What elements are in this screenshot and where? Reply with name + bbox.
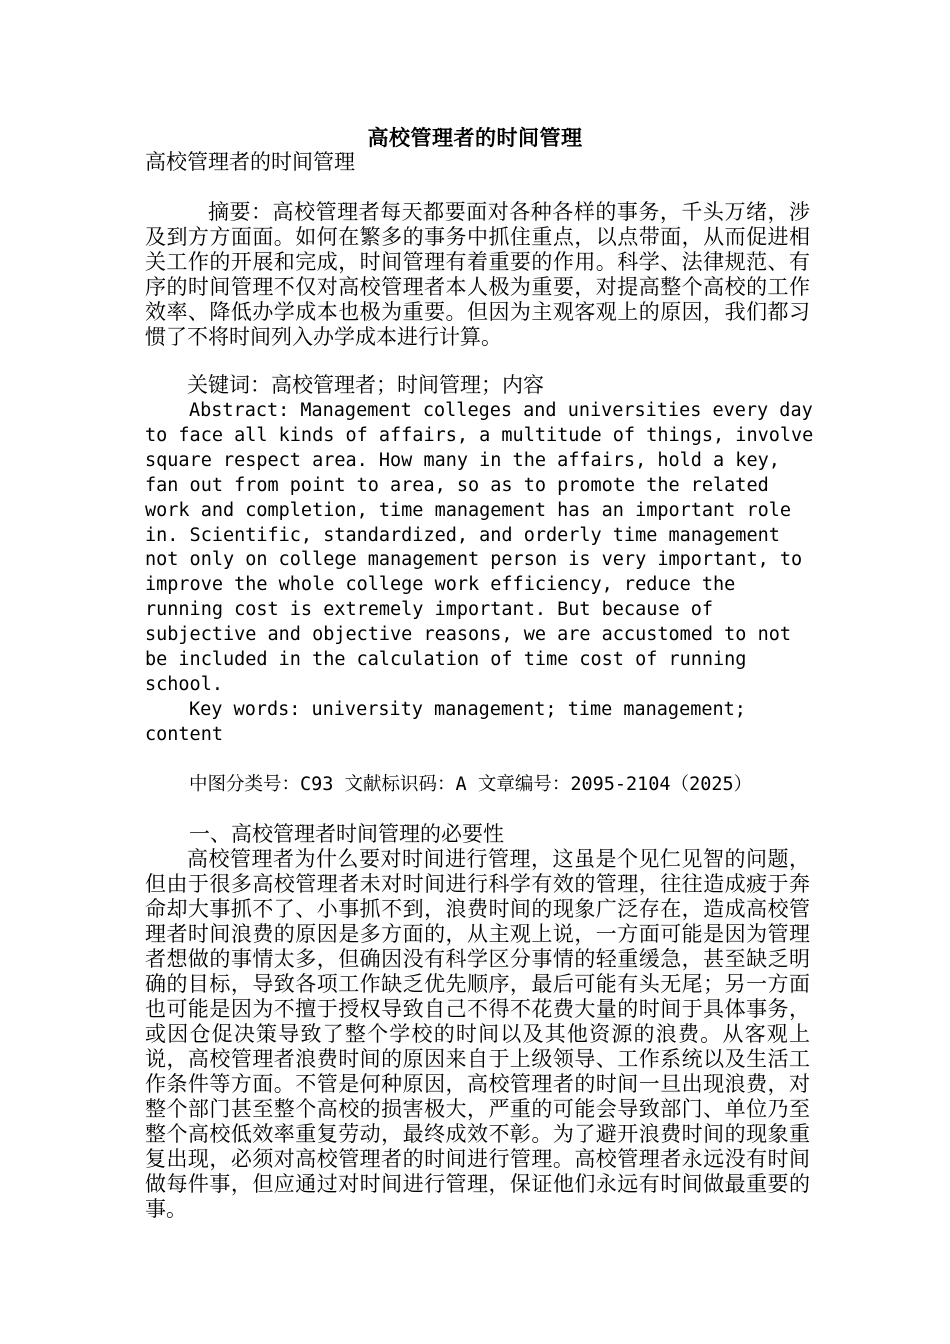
- abstract-chinese: 摘要：高校管理者每天都要面对各种各样的事务，千头万绪，涉及到方方面面。如何在繁多的事务中抓住重点，以点带面，从而促进相关工作的开展和完成，时间管理有着重要的作用。科学、法律规范、有序的时间管理不仅对高校管理者本人极为重要，对提高整个高校的工作效率、降低办学成本也极为重要。但因为主观客观上的原因，我们都习惯了不将时间列入办学成本进行计算。: [145, 200, 810, 349]
- abstract-english: Abstract: Management colleges and universities every day to face all kinds of affairs, a multitude of things, involve square respect area. How many in the affairs, hold a key, fan out from point to area, so as to promote the related work and completion, time management has an important role in. Scientific, standardized, and orderly time management not only on college management person is very important, to improve the whole college work efficiency, reduce the running cost is extremely important. But because of subjective and objective reasons, we are accustomed to not be included in the calculation of time cost of running school.: [145, 400, 825, 695]
- document-title: 高校管理者的时间管理: [367, 125, 583, 150]
- section-heading: 一、高校管理者时间管理的必要性: [189, 822, 504, 846]
- classification-line: 中图分类号：C93 文献标识码：A 文章编号：2095-2104（2025）: [189, 774, 753, 795]
- document-subtitle: 高校管理者的时间管理: [145, 150, 355, 174]
- keywords-chinese: 关键词：高校管理者；时间管理；内容: [187, 373, 544, 397]
- body-paragraph: 高校管理者为什么要对时间进行管理，这虽是个见仁见智的问题，但由于很多高校管理者未对时间进行科学有效的管理，往往造成疲于奔命却大事抓不了、小事抓不到，浪费时间的现象广泛存在，造成高校管理者时间浪费的原因是多方面的，从主观上说，一方面可能是因为管理者想做的事情太多，但确因没有科学区分事情的轻重缓急，甚至缺乏明确的目标，导致各项工作缺乏优先顺序，最后可能有头无尾；另一方面也可能是因为不擅于授权导致自己不得不花费大量的时间于具体事务，或因仓促决策导致了整个学校的时间以及其他资源的浪费。从客观上说，高校管理者浪费时间的原因来自于上级领导、工作系统以及生活工作条件等方面。不管是何种原因，高校管理者的时间一旦出现浪费，对整个部门甚至整个高校的损害极大，严重的可能会导致部门、单位乃至整个高校低效率重复劳动，最终成效不彰。为了避开浪费时间的现象重复出现，必须对高校管理者的时间进行管理。高校管理者永远没有时间做每件事，但应通过对时间进行管理，保证他们永远有时间做最重要的事。: [145, 847, 810, 1221]
- keywords-english: Key words: university management; time management; content: [145, 699, 758, 745]
